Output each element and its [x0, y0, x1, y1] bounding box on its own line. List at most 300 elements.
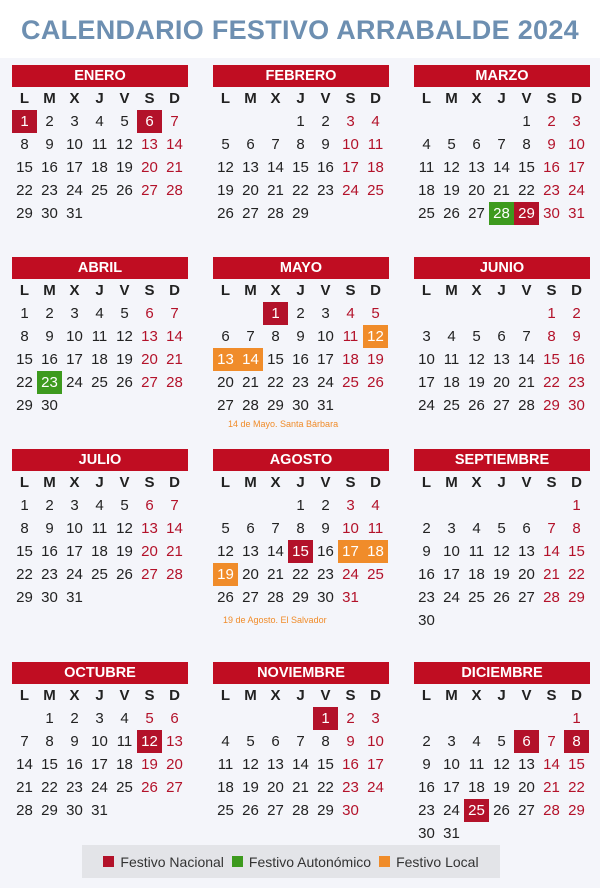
day-cell: 17: [91, 756, 108, 773]
day-cell: 27: [267, 802, 284, 819]
weekday-label: D: [169, 474, 180, 491]
day-cell: 28: [166, 566, 183, 583]
day-cell: 9: [45, 520, 54, 537]
weekday-label: V: [119, 90, 130, 107]
day-cell: 20: [242, 182, 259, 199]
weekday-label: M: [244, 282, 257, 299]
day-cell: 24: [66, 182, 83, 199]
day-cell: 30: [418, 825, 435, 842]
day-cell: 4: [371, 113, 380, 130]
day-cell: 17: [66, 351, 83, 368]
day-cell: 20: [217, 374, 234, 391]
weekday-label: J: [95, 687, 104, 704]
holiday-day: 28: [489, 202, 514, 225]
legend-swatch-autonomic: [232, 856, 243, 867]
day-cell: 5: [371, 305, 380, 322]
weekday-label: J: [95, 90, 104, 107]
day-cell: 27: [518, 802, 535, 819]
day-cell: 21: [166, 543, 183, 560]
day-cell: 29: [267, 397, 284, 414]
day-cell: 7: [547, 733, 556, 750]
day-cell: 31: [317, 397, 334, 414]
holiday-day: 12: [137, 730, 162, 753]
weekday-label: X: [270, 687, 281, 704]
weekday-label: V: [521, 474, 532, 491]
month-octubre: [12, 662, 188, 822]
day-cell: 16: [418, 779, 435, 796]
day-cell: 25: [468, 589, 485, 606]
day-cell: 30: [41, 397, 58, 414]
day-cell: 2: [321, 497, 330, 514]
day-cell: 25: [418, 205, 435, 222]
month-julio: [12, 449, 188, 609]
day-cell: 18: [468, 566, 485, 583]
day-cell: 10: [367, 733, 384, 750]
day-cell: 11: [468, 756, 485, 773]
day-cell: 6: [271, 733, 280, 750]
weekday-label: M: [445, 687, 458, 704]
day-cell: 2: [70, 710, 79, 727]
day-cell: 17: [66, 159, 83, 176]
day-cell: 3: [95, 710, 104, 727]
day-cell: 27: [217, 397, 234, 414]
day-cell: 5: [120, 113, 129, 130]
weekday-label: L: [19, 90, 30, 107]
day-cell: 28: [292, 802, 309, 819]
day-cell: 10: [418, 351, 435, 368]
day-cell: 25: [367, 182, 384, 199]
day-cell: 20: [493, 374, 510, 391]
day-cell: 16: [317, 159, 334, 176]
day-cell: 3: [346, 113, 355, 130]
month-abril: [12, 257, 188, 417]
holiday-day: 1: [12, 110, 37, 133]
day-cell: 19: [468, 374, 485, 391]
day-cell: 2: [547, 113, 556, 130]
day-cell: 12: [468, 351, 485, 368]
day-cell: 21: [518, 374, 535, 391]
weekday-label: X: [471, 687, 482, 704]
day-cell: 20: [141, 543, 158, 560]
day-cell: 4: [120, 710, 129, 727]
holiday-note: 14 de Mayo. Santa Bárbara: [228, 419, 339, 429]
weekday-label: D: [169, 282, 180, 299]
weekday-label: S: [345, 282, 356, 299]
day-cell: 14: [166, 520, 183, 537]
weekday-label: L: [421, 474, 432, 491]
holiday-day: 8: [564, 730, 589, 753]
day-cell: 23: [41, 182, 58, 199]
weekday-label: L: [19, 282, 30, 299]
day-cell: 4: [422, 136, 431, 153]
weekday-label: J: [497, 90, 506, 107]
weekday-label: J: [95, 474, 104, 491]
day-cell: 28: [267, 589, 284, 606]
page-title: CALENDARIO FESTIVO ARRABALDE 2024: [0, 0, 600, 58]
day-cell: 26: [116, 182, 133, 199]
day-cell: 29: [292, 589, 309, 606]
weekday-label: D: [370, 687, 381, 704]
day-cell: 7: [271, 520, 280, 537]
day-cell: 8: [296, 136, 305, 153]
day-cell: 20: [267, 779, 284, 796]
day-cell: 28: [267, 205, 284, 222]
day-cell: 26: [443, 205, 460, 222]
weekday-label: L: [220, 90, 231, 107]
day-cell: 31: [91, 802, 108, 819]
day-cell: 22: [267, 374, 284, 391]
day-cell: 8: [296, 520, 305, 537]
day-cell: 6: [145, 305, 154, 322]
day-cell: 9: [45, 136, 54, 153]
day-cell: 12: [116, 136, 133, 153]
day-cell: 5: [497, 733, 506, 750]
day-cell: 2: [45, 305, 54, 322]
day-cell: 3: [447, 733, 456, 750]
weekday-label: J: [497, 282, 506, 299]
month-days: [213, 471, 389, 609]
day-cell: 1: [547, 305, 556, 322]
month-header: NOVIEMBRE: [213, 662, 389, 684]
day-cell: 28: [16, 802, 33, 819]
day-cell: 6: [246, 136, 255, 153]
day-cell: 28: [166, 374, 183, 391]
holiday-day: 6: [137, 110, 162, 133]
day-cell: 7: [246, 328, 255, 345]
day-cell: 26: [217, 589, 234, 606]
day-cell: 27: [468, 205, 485, 222]
day-cell: 3: [447, 520, 456, 537]
day-cell: 12: [116, 520, 133, 537]
day-cell: 3: [346, 497, 355, 514]
day-cell: 30: [41, 589, 58, 606]
weekday-label: V: [521, 282, 532, 299]
weekday-label: L: [220, 687, 231, 704]
month-days: [414, 87, 590, 225]
day-cell: 17: [568, 159, 585, 176]
day-cell: 22: [568, 779, 585, 796]
day-cell: 10: [342, 520, 359, 537]
day-cell: 26: [493, 589, 510, 606]
day-cell: 23: [66, 779, 83, 796]
day-cell: 11: [468, 543, 485, 560]
day-cell: 26: [493, 802, 510, 819]
day-cell: 19: [116, 351, 133, 368]
day-cell: 2: [422, 520, 431, 537]
month-header: JUNIO: [414, 257, 590, 279]
legend-label-autonomic: Festivo Autonómico: [248, 853, 372, 870]
day-cell: 6: [246, 520, 255, 537]
weekday-label: D: [571, 282, 582, 299]
holiday-day: 25: [464, 799, 489, 822]
holiday-day: 18: [363, 540, 388, 563]
day-cell: 25: [443, 397, 460, 414]
day-cell: 20: [518, 779, 535, 796]
month-days: [12, 279, 188, 417]
month-header: JULIO: [12, 449, 188, 471]
month-header: FEBRERO: [213, 65, 389, 87]
weekday-label: L: [220, 474, 231, 491]
day-cell: 25: [91, 566, 108, 583]
day-cell: 7: [296, 733, 305, 750]
day-cell: 7: [20, 733, 29, 750]
day-cell: 22: [568, 566, 585, 583]
day-cell: 1: [45, 710, 54, 727]
day-cell: 9: [572, 328, 581, 345]
weekday-label: X: [69, 474, 80, 491]
legend-label-local: Festivo Local: [396, 853, 479, 870]
day-cell: 20: [242, 566, 259, 583]
day-cell: 11: [342, 328, 359, 345]
day-cell: 25: [116, 779, 133, 796]
day-cell: 26: [367, 374, 384, 391]
weekday-label: X: [471, 474, 482, 491]
weekday-label: M: [445, 474, 458, 491]
day-cell: 13: [242, 159, 259, 176]
day-cell: 10: [443, 756, 460, 773]
day-cell: 5: [447, 136, 456, 153]
day-cell: 11: [443, 351, 460, 368]
day-cell: 7: [170, 305, 179, 322]
weekday-label: J: [296, 282, 305, 299]
day-cell: 17: [418, 374, 435, 391]
month-junio: [414, 257, 590, 417]
day-cell: 24: [66, 566, 83, 583]
legend-item-autonomic: [232, 854, 371, 870]
day-cell: 24: [317, 374, 334, 391]
day-cell: 4: [346, 305, 355, 322]
day-cell: 21: [267, 182, 284, 199]
day-cell: 23: [317, 566, 334, 583]
day-cell: 12: [493, 756, 510, 773]
day-cell: 24: [443, 802, 460, 819]
day-cell: 9: [45, 328, 54, 345]
month-septiembre: [414, 449, 590, 632]
day-cell: 20: [518, 566, 535, 583]
day-cell: 22: [543, 374, 560, 391]
day-cell: 6: [497, 328, 506, 345]
day-cell: 4: [447, 328, 456, 345]
day-cell: 19: [141, 756, 158, 773]
day-cell: 11: [418, 159, 435, 176]
day-cell: 10: [66, 520, 83, 537]
day-cell: 13: [166, 733, 183, 750]
day-cell: 11: [116, 733, 133, 750]
weekday-label: L: [220, 282, 231, 299]
day-cell: 23: [317, 182, 334, 199]
day-cell: 17: [342, 159, 359, 176]
day-cell: 15: [16, 351, 33, 368]
month-header: ENERO: [12, 65, 188, 87]
day-cell: 24: [418, 397, 435, 414]
holiday-day: 14: [238, 348, 263, 371]
weekday-label: M: [244, 90, 257, 107]
day-cell: 3: [371, 710, 380, 727]
holiday-day: 19: [213, 563, 238, 586]
day-cell: 2: [321, 113, 330, 130]
day-cell: 19: [116, 543, 133, 560]
month-noviembre: [213, 662, 389, 822]
month-days: [213, 279, 389, 417]
day-cell: 1: [522, 113, 531, 130]
day-cell: 6: [221, 328, 230, 345]
day-cell: 5: [221, 520, 230, 537]
day-cell: 14: [267, 543, 284, 560]
day-cell: 26: [468, 397, 485, 414]
day-cell: 21: [242, 374, 259, 391]
day-cell: 9: [547, 136, 556, 153]
day-cell: 20: [166, 756, 183, 773]
day-cell: 26: [217, 205, 234, 222]
day-cell: 12: [493, 543, 510, 560]
day-cell: 15: [267, 351, 284, 368]
weekday-label: D: [370, 90, 381, 107]
weekday-label: D: [169, 687, 180, 704]
day-cell: 16: [317, 543, 334, 560]
day-cell: 9: [296, 328, 305, 345]
weekday-label: V: [521, 687, 532, 704]
day-cell: 27: [518, 589, 535, 606]
day-cell: 14: [267, 159, 284, 176]
day-cell: 13: [141, 520, 158, 537]
day-cell: 17: [443, 566, 460, 583]
weekday-label: M: [244, 687, 257, 704]
day-cell: 5: [120, 305, 129, 322]
day-cell: 2: [422, 733, 431, 750]
legend-swatch-national: [103, 856, 114, 867]
day-cell: 8: [547, 328, 556, 345]
day-cell: 7: [271, 136, 280, 153]
day-cell: 14: [543, 543, 560, 560]
day-cell: 27: [166, 779, 183, 796]
weekday-label: L: [19, 687, 30, 704]
weekday-label: S: [345, 90, 356, 107]
day-cell: 30: [342, 802, 359, 819]
weekday-label: V: [521, 90, 532, 107]
legend-item-local: [379, 854, 478, 870]
weekday-label: X: [471, 282, 482, 299]
weekday-label: V: [320, 687, 331, 704]
day-cell: 10: [66, 328, 83, 345]
weekday-label: S: [144, 90, 155, 107]
day-cell: 23: [41, 566, 58, 583]
day-cell: 19: [116, 159, 133, 176]
weekday-label: D: [571, 687, 582, 704]
day-cell: 15: [16, 159, 33, 176]
day-cell: 30: [568, 397, 585, 414]
day-cell: 28: [518, 397, 535, 414]
day-cell: 10: [443, 543, 460, 560]
day-cell: 9: [321, 136, 330, 153]
day-cell: 5: [120, 497, 129, 514]
day-cell: 7: [522, 328, 531, 345]
day-cell: 29: [317, 802, 334, 819]
day-cell: 3: [70, 113, 79, 130]
day-cell: 15: [41, 756, 58, 773]
day-cell: 14: [292, 756, 309, 773]
day-cell: 4: [95, 113, 104, 130]
day-cell: 8: [321, 733, 330, 750]
day-cell: 30: [66, 802, 83, 819]
day-cell: 26: [141, 779, 158, 796]
holiday-day: 23: [37, 371, 62, 394]
weekday-label: D: [571, 474, 582, 491]
day-cell: 11: [367, 520, 384, 537]
day-cell: 31: [342, 589, 359, 606]
day-cell: 11: [91, 520, 108, 537]
month-enero: [12, 65, 188, 225]
weekday-label: V: [119, 282, 130, 299]
day-cell: 31: [66, 589, 83, 606]
weekday-label: J: [296, 90, 305, 107]
day-cell: 15: [568, 543, 585, 560]
month-header: ABRIL: [12, 257, 188, 279]
day-cell: 1: [572, 497, 581, 514]
day-cell: 29: [16, 589, 33, 606]
day-cell: 5: [246, 733, 255, 750]
day-cell: 22: [518, 182, 535, 199]
month-header: SEPTIEMBRE: [414, 449, 590, 471]
day-cell: 18: [91, 159, 108, 176]
day-cell: 15: [543, 351, 560, 368]
day-cell: 18: [367, 159, 384, 176]
month-days: [12, 471, 188, 609]
day-cell: 23: [543, 182, 560, 199]
day-cell: 14: [16, 756, 33, 773]
day-cell: 1: [296, 113, 305, 130]
day-cell: 19: [242, 779, 259, 796]
weekday-label: J: [296, 474, 305, 491]
day-cell: 3: [70, 497, 79, 514]
weekday-label: D: [169, 90, 180, 107]
day-cell: 5: [472, 328, 481, 345]
month-days: [12, 87, 188, 225]
day-cell: 22: [41, 779, 58, 796]
weekday-label: S: [345, 687, 356, 704]
day-cell: 5: [145, 710, 154, 727]
day-cell: 11: [91, 136, 108, 153]
day-cell: 10: [568, 136, 585, 153]
weekday-label: M: [244, 474, 257, 491]
day-cell: 6: [170, 710, 179, 727]
day-cell: 12: [217, 543, 234, 560]
weekday-label: X: [270, 90, 281, 107]
day-cell: 22: [16, 374, 33, 391]
day-cell: 12: [242, 756, 259, 773]
day-cell: 27: [242, 589, 259, 606]
day-cell: 23: [568, 374, 585, 391]
day-cell: 21: [493, 182, 510, 199]
day-cell: 7: [170, 497, 179, 514]
day-cell: 30: [543, 205, 560, 222]
month-agosto: [213, 449, 389, 609]
legend-label-national: Festivo Nacional: [120, 853, 224, 870]
day-cell: 18: [91, 543, 108, 560]
day-cell: 26: [242, 802, 259, 819]
day-cell: 10: [342, 136, 359, 153]
weekday-label: V: [119, 474, 130, 491]
day-cell: 9: [70, 733, 79, 750]
day-cell: 13: [518, 756, 535, 773]
day-cell: 1: [20, 305, 29, 322]
day-cell: 14: [166, 136, 183, 153]
weekday-label: X: [69, 687, 80, 704]
day-cell: 7: [547, 520, 556, 537]
weekday-label: X: [471, 90, 482, 107]
day-cell: 13: [518, 543, 535, 560]
day-cell: 29: [41, 802, 58, 819]
day-cell: 8: [20, 520, 29, 537]
